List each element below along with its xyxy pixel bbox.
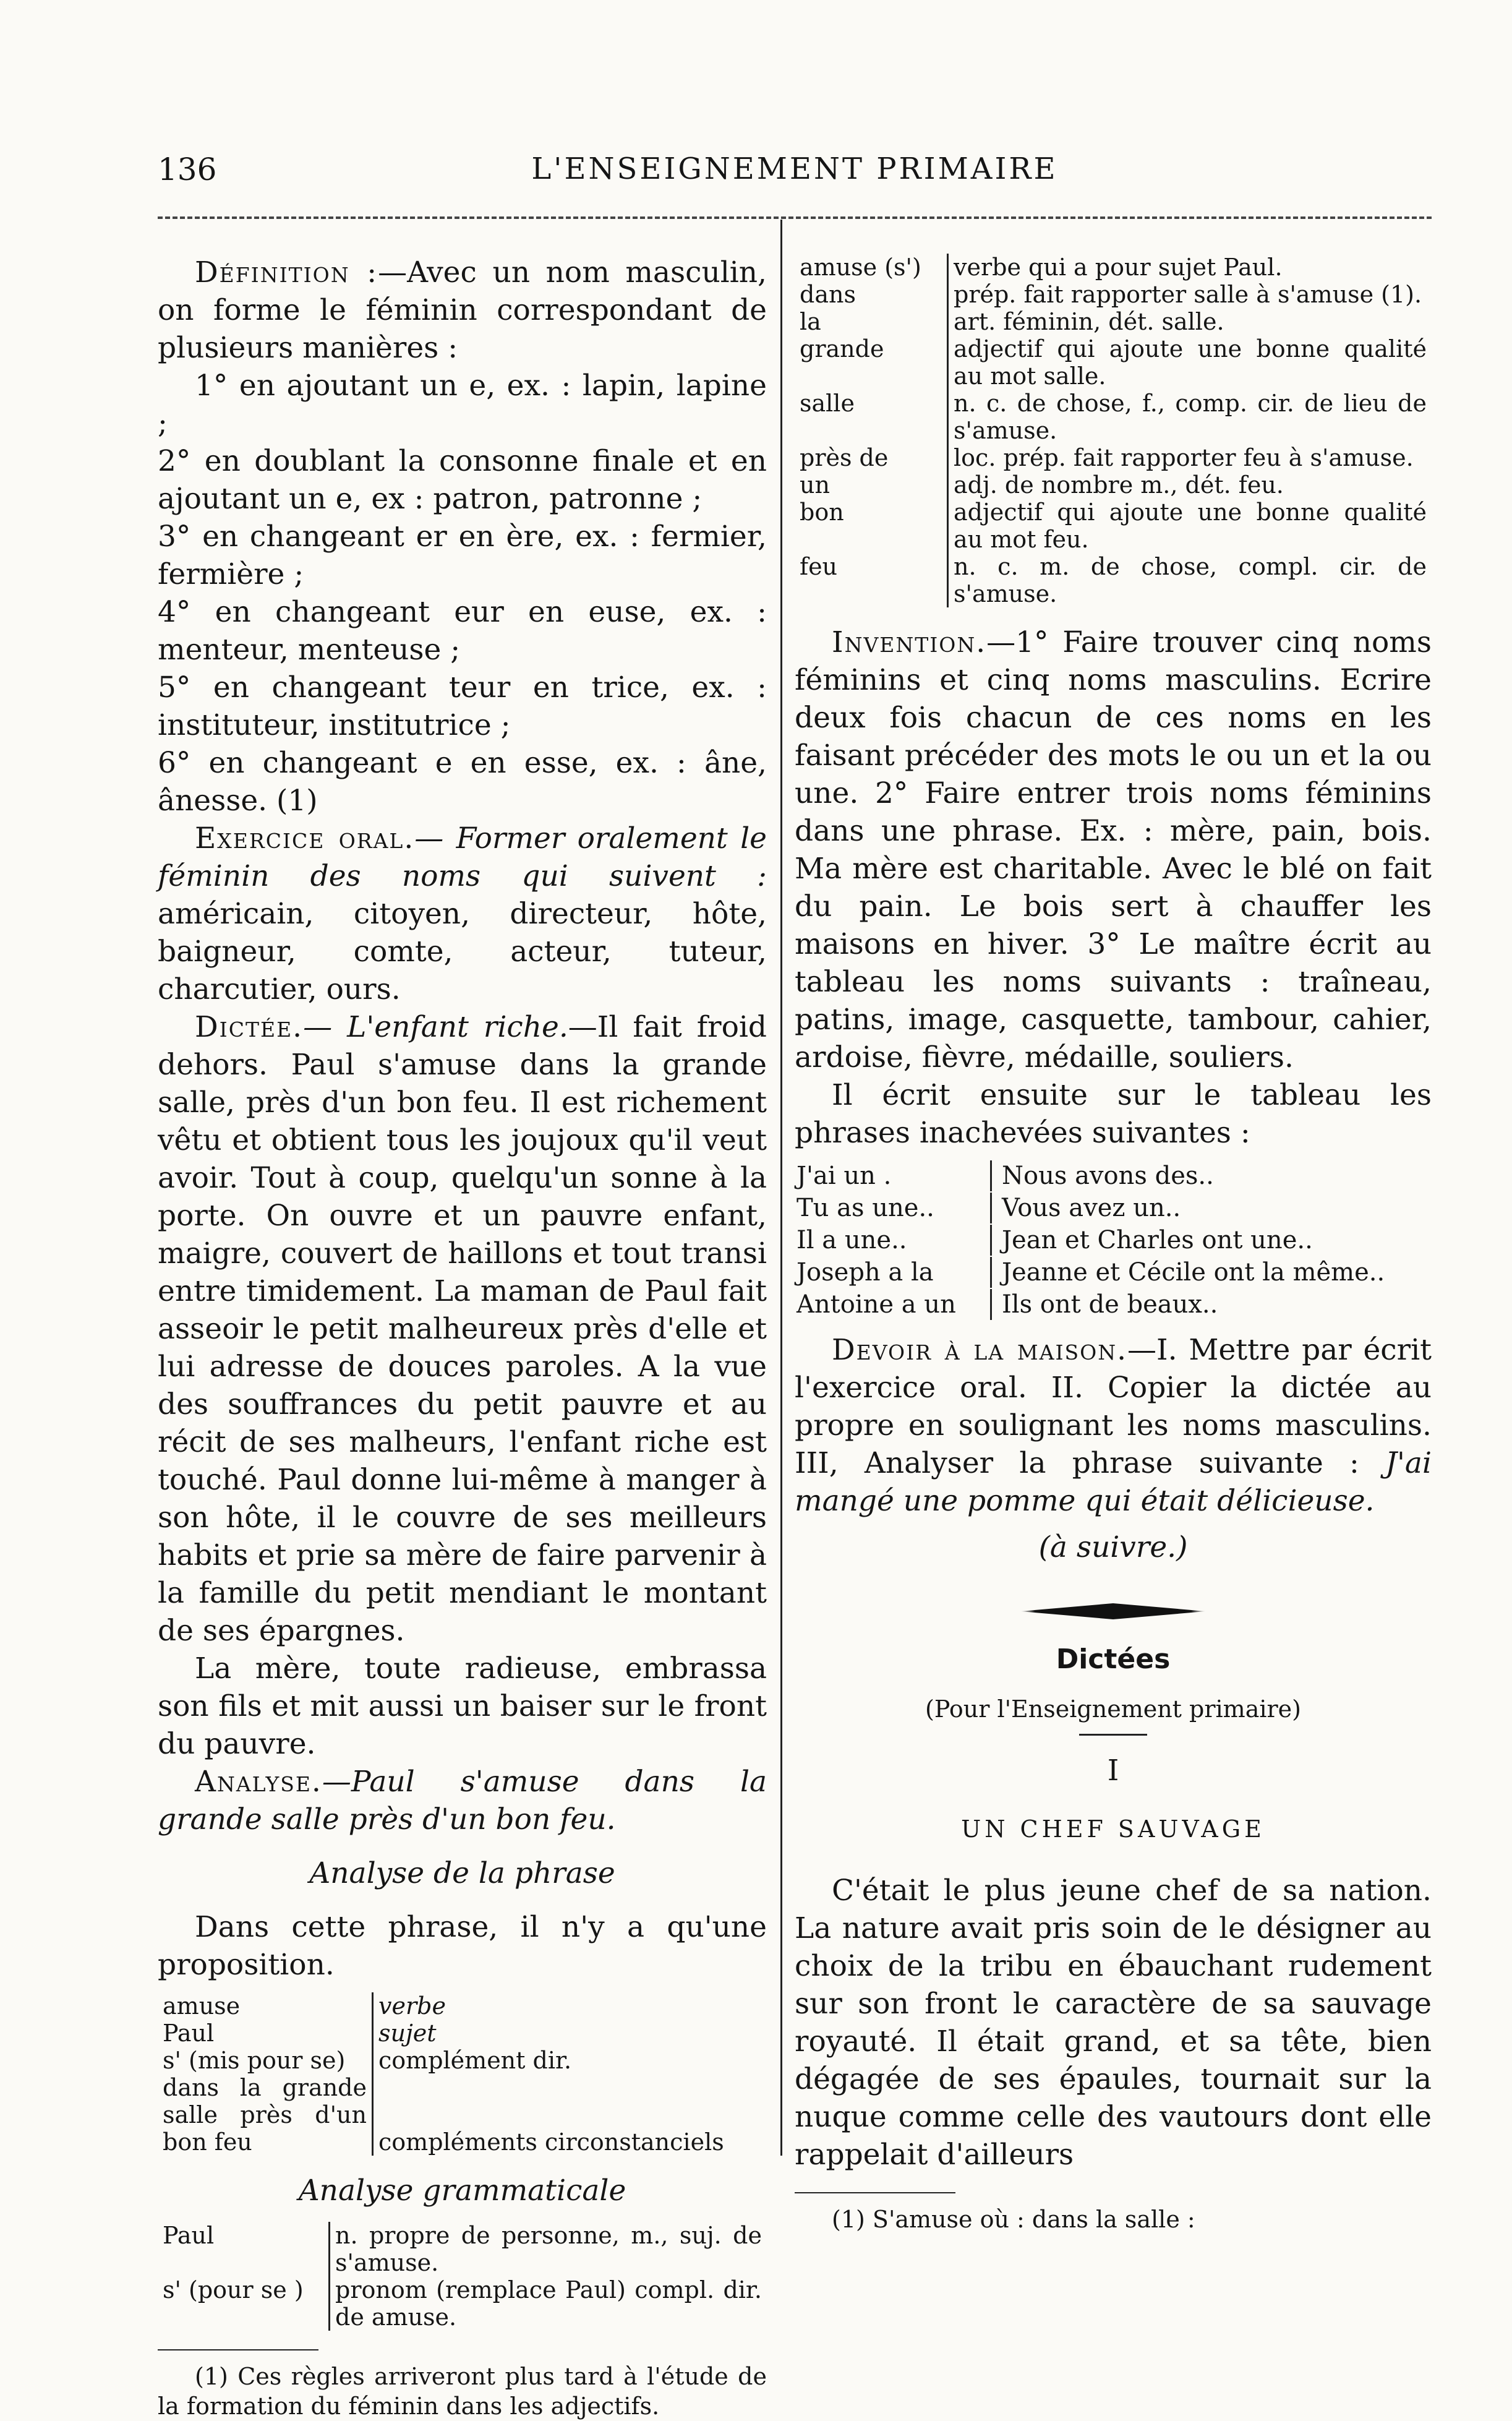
desc-cell: complément dir.	[373, 2047, 767, 2074]
left-footnote: (1) Ces règles arriveront plus tard à l'étude de la formation du féminin dans les adjectifs.	[158, 2363, 767, 2420]
right-footnote: (1) S'amuse où : dans la salle :	[832, 2206, 1195, 2233]
desc-cell: verbe qui a pour sujet Paul.	[948, 254, 1432, 281]
footnote-rule	[795, 2192, 955, 2193]
word-cell: amuse	[163, 1992, 241, 2020]
word-cell: amuse (s')	[800, 254, 921, 281]
table-row	[158, 2074, 767, 2156]
definition-text: —Avec un nom masculin, on forme le féminin correspondant de plusieurs manières :	[158, 255, 767, 365]
dictee-label: Dictée.	[195, 1010, 304, 1044]
table-row	[795, 553, 1432, 607]
footnote-rule	[158, 2349, 318, 2350]
invention-paragraph	[795, 623, 1432, 1076]
phrase-heading: Analyse de la phrase	[309, 1856, 615, 1890]
dictee-text: —Il fait froid dehors. Paul s'amuse dans la grande salle, près d'un bon feu. Il est richement vêtu et obtient tous les joujoux qu'il veut avoir. Tout à coup, quelqu'un sonne à la porte. On ouvre et un pauvre enfant, maigre, couvert de haillons et tout transi entre timidement. La maman de Paul fait asseoir le petit malheureux près d'elle et lui adresse de douces paroles. A la vue des souffrances du petit pauvre et au récit de ses malheurs, l'enfant riche est touché. Paul donne lui-même à manger à son hôte, il le couvre de ses meilleurs habits et prie sa mère de faire parvenir à la famille du petit mendiant le montant de ses épargnes.	[158, 1010, 767, 1648]
phrase-analysis-table	[158, 1992, 767, 2156]
ornament-rule	[1020, 1603, 1206, 1619]
page-number: 136	[158, 152, 217, 187]
devoir-phrase: J'ai mangé une pomme qui était délicieuse.	[795, 1446, 1432, 1518]
table-row	[158, 2276, 767, 2331]
desc-cell: n. propre de personne, m., suj. de s'amuse.	[330, 2222, 767, 2276]
story-title: UN CHEF SAUVAGE	[961, 1815, 1265, 1843]
table-row	[795, 335, 1432, 390]
rule-5: 5° en changeant teur en trice, ex. : instituteur, institutrice ;	[158, 671, 767, 742]
table-row	[795, 390, 1432, 444]
phrase-cell: Tu as une..	[797, 1194, 934, 1222]
table-row	[795, 254, 1432, 281]
rule-1: 1° en ajoutant un e, ex. : lapin, lapine ;	[158, 369, 767, 440]
word-cell: s' (pour se )	[163, 2276, 304, 2303]
table-row	[795, 308, 1432, 335]
phrase-cell: Jean et Charles ont une..	[990, 1225, 1385, 1256]
phrase-cell: Antoine a un	[797, 1290, 956, 1319]
definition-label: Définition :	[195, 255, 378, 289]
desc-cell: adjectif qui ajoute une bonne qualité au mot salle.	[948, 335, 1432, 390]
right-column	[795, 254, 1432, 2234]
word-cell: près de	[800, 444, 889, 471]
table-row	[796, 1193, 1385, 1223]
short-rule	[1079, 1734, 1147, 1736]
header-rule	[158, 216, 1432, 219]
table-row	[796, 1160, 1385, 1191]
unfinished-phrases-table	[795, 1159, 1386, 1321]
phrase-cell: J'ai un .	[797, 1162, 892, 1190]
dictee-paragraph	[158, 1008, 767, 1650]
phrase-cell: Vous avez un..	[990, 1193, 1385, 1223]
word-cell: grande	[800, 335, 884, 362]
story-text: C'était le plus jeune chef de sa nation. La nature avait pris soin de le désigner au choix de la tribu en ébauchant rudement sur son front le caractère de sa sauvage royauté. Il était grand, et sa tête, bien dégagée de ses épaules, tournait sur la nuque comme celle des vautours dont elle rappelait d'ailleurs	[795, 1874, 1432, 2172]
desc-cell: verbe	[373, 1992, 767, 2020]
word-cell: la	[800, 308, 821, 335]
desc-cell: sujet	[373, 2020, 767, 2047]
desc-cell: n. c. m. de chose, compl. cir. de s'amuse.	[948, 553, 1432, 607]
desc-cell: loc. prép. fait rapporter feu à s'amuse.	[948, 444, 1432, 471]
oral-instruction: — Former oralement le féminin des noms qui suivent :	[158, 821, 767, 893]
invention-text: —1° Faire trouver cinq noms féminins et cinq noms masculins. Ecrire deux fois chacun de ces noms en les faisant précéder des mots le ou un et la ou une. 2° Faire entrer trois noms féminins dans une phrase. Ex. : mère, pain, bois. Ma mère est charitable. Avec le blé on fait du pain. Le bois sert à chauffer les maisons en hiver. 3° Le maître écrit au tableau les noms suivants : traîneau, patins, image, casquette, tambour, cahier, ardoise, fièvre, médaille, souliers.	[795, 625, 1432, 1074]
desc-cell: adj. de nombre m., dét. feu.	[948, 471, 1432, 499]
to-be-continued: (à suivre.)	[1038, 1530, 1188, 1564]
phrase-cell: Joseph a la	[797, 1258, 934, 1287]
word-cell: Paul	[163, 2020, 215, 2047]
column-rule	[780, 220, 782, 2156]
phrase-cell: Nous avons des..	[990, 1160, 1385, 1191]
devoir-text: —I. Mettre par écrit l'exercice oral. II. Copier la dictée au propre en soulignant les noms masculins. III, Analyser la phrase suivante :	[795, 1333, 1432, 1480]
rule-4: 4° en changeant eur en euse, ex. : menteur, menteuse ;	[158, 595, 767, 667]
grammatical-heading: Analyse grammaticale	[298, 2174, 626, 2208]
dictees-subtitle: (Pour l'Enseignement primaire)	[925, 1695, 1301, 1723]
word-cell: s' (mis pour se)	[163, 2047, 346, 2074]
table-row	[795, 471, 1432, 499]
table-row	[795, 444, 1432, 471]
table-row	[796, 1257, 1385, 1288]
rule-3: 3° en changeant er en ère, ex. : fermier, fermière ;	[158, 520, 767, 591]
word-cell: dans la grande salle près d'un bon feu	[163, 2074, 367, 2156]
desc-cell: n. c. de chose, f., comp. cir. de lieu de s'amuse.	[948, 390, 1432, 444]
page-header	[158, 152, 1432, 195]
analyse-text: —Paul s'amuse dans la grande salle près d'un bon feu.	[158, 1765, 767, 1836]
table-row	[158, 2020, 767, 2047]
invention-paragraph-2: Il écrit ensuite sur le tableau les phrases inachevées suivantes :	[795, 1078, 1432, 1150]
oral-words: américain, citoyen, directeur, hôte, baigneur, comte, acteur, tuteur, charcutier, ours.	[158, 897, 767, 1006]
word-cell: Paul	[163, 2222, 215, 2249]
phrase-intro: Dans cette phrase, il n'y a qu'une proposition.	[158, 1910, 767, 1982]
table-row	[796, 1289, 1385, 1320]
word-cell: dans	[800, 281, 856, 308]
devoir-label: Devoir à la maison.	[832, 1333, 1128, 1367]
phrase-cell: Ils ont de beaux..	[990, 1289, 1385, 1320]
grammatical-analysis-continued	[795, 254, 1432, 607]
table-row	[158, 1992, 767, 2020]
running-title: L'ENSEIGNEMENT PRIMAIRE	[531, 152, 1058, 186]
dictee-paragraph-2: La mère, toute radieuse, embrassa son fils et mit aussi un baiser sur le front du pauvre.	[158, 1652, 767, 1761]
desc-cell: compléments circonstanciels	[373, 2074, 767, 2156]
desc-cell: adjectif qui ajoute une bonne qualité au mot feu.	[948, 499, 1432, 553]
left-column	[158, 254, 767, 2421]
table-row	[158, 2222, 767, 2276]
devoir-paragraph	[795, 1331, 1432, 1520]
desc-cell: prép. fait rapporter salle à s'amuse (1).	[948, 281, 1432, 308]
table-row	[795, 281, 1432, 308]
dictee-title: — L'enfant riche.	[303, 1010, 568, 1044]
word-cell: salle	[800, 390, 855, 417]
table-row	[158, 2047, 767, 2074]
analyse-paragraph	[158, 1763, 767, 1838]
rule-2: 2° en doublant la consonne finale et en ajoutant un e, ex : patron, patronne ;	[158, 444, 767, 516]
invention-label: Invention.	[832, 625, 987, 659]
analyse-label: Analyse.	[195, 1765, 322, 1799]
dictees-title: Dictées	[1056, 1643, 1171, 1675]
word-cell: bon	[800, 499, 844, 526]
oral-label: Exercice oral.	[195, 821, 415, 855]
table-row	[795, 499, 1432, 553]
word-cell: feu	[800, 553, 838, 580]
table-row	[796, 1225, 1385, 1256]
word-cell: un	[800, 471, 830, 499]
desc-cell: art. féminin, dét. salle.	[948, 308, 1432, 335]
grammatical-analysis-table	[158, 2222, 767, 2331]
phrase-cell: Jeanne et Cécile ont la même..	[990, 1257, 1385, 1288]
oral-exercise	[158, 820, 767, 1008]
desc-cell: pronom (remplace Paul) compl. dir. de amuse.	[330, 2276, 767, 2331]
rule-6: 6° en changeant e en esse, ex. : âne, ânesse. (1)	[158, 746, 767, 818]
section-numeral: I	[1107, 1754, 1119, 1788]
phrase-cell: Il a une..	[797, 1226, 907, 1254]
definition-paragraph	[158, 254, 767, 367]
